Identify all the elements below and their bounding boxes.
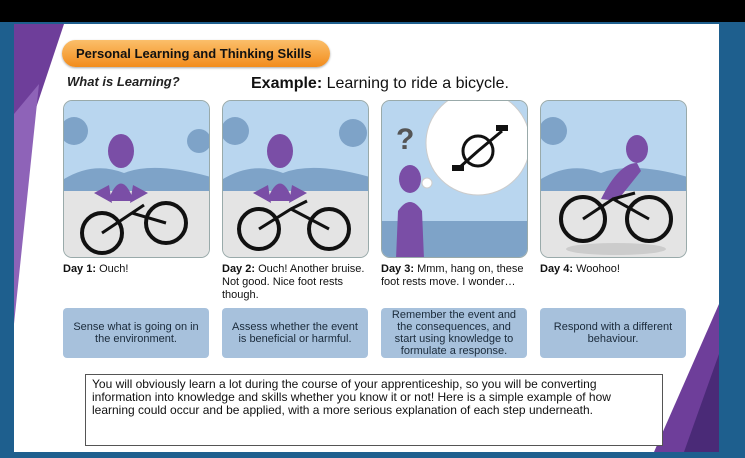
svg-text:?: ? (396, 123, 415, 156)
caption-day-4 (540, 263, 698, 276)
day-label: Day 2: (222, 263, 256, 275)
slide (14, 24, 719, 452)
day-label: Day 1: (63, 263, 97, 275)
day-3-illustration (382, 101, 528, 258)
step-box-remember: Remember the event and the consequences, and start using knowledge to formulate a response. (381, 308, 527, 358)
panel-day-4 (540, 100, 687, 258)
caption-text: Woohoo! (573, 263, 620, 275)
panel-day-2 (222, 100, 369, 258)
section-title: Personal Learning and Thinking Skills (62, 40, 330, 67)
step-box-respond: Respond with a different behaviour. (540, 308, 686, 358)
caption-day-2 (222, 263, 380, 302)
caption-text: Ouch! Another bruise. Not good. Nice foot rests though. (222, 263, 365, 301)
example-label: Example: (251, 75, 323, 92)
caption-text: Ouch! (96, 263, 129, 275)
step-box-assess: Assess whether the event is beneficial or harmful. (222, 308, 368, 358)
example-heading (251, 75, 509, 93)
subtitle: What is Learning? (67, 74, 180, 89)
caption-text: Mmm, hang on, these foot rests move. I wonder… (381, 263, 524, 288)
step-box-sense: Sense what is going on in the environment. (63, 308, 209, 358)
day-1-illustration (64, 101, 210, 258)
day-2-illustration (223, 101, 369, 258)
day-4-illustration (541, 101, 687, 258)
top-black-bar (0, 0, 745, 22)
explanation-textbox: You will obviously learn a lot during the course of your apprenticeship, so you will be converting information into knowledge and skills whether you know it or not! Here is a simple example of how learning could occur and be applied, with a more serious explanation of each step underneath. (85, 374, 663, 446)
caption-day-1 (63, 263, 221, 276)
panel-day-1 (63, 100, 210, 258)
day-label: Day 3: (381, 263, 415, 275)
panel-day-3 (381, 100, 528, 258)
caption-day-3 (381, 263, 539, 289)
day-label: Day 4: (540, 263, 574, 275)
example-text: Learning to ride a bicycle. (322, 75, 509, 92)
